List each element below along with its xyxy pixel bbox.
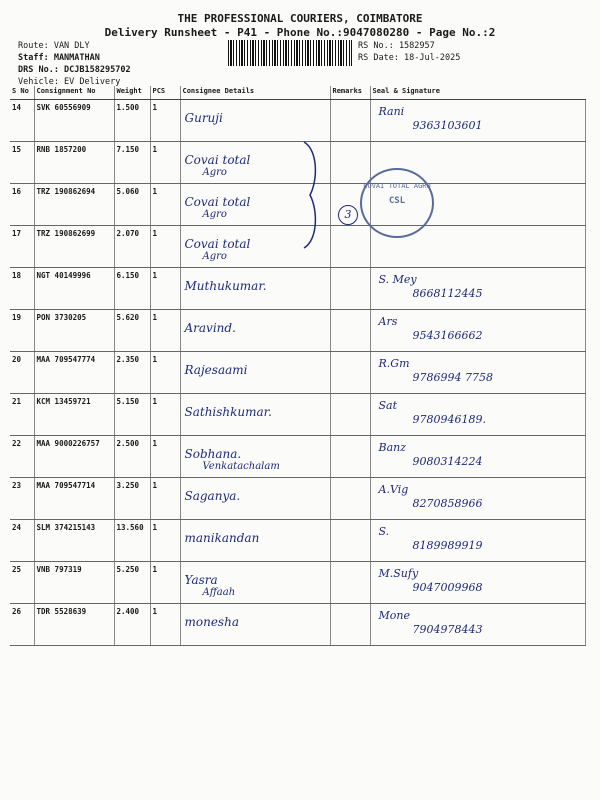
row-pcs: 1 <box>150 520 180 562</box>
row-consignment-no: TRZ 190862699 <box>34 226 114 268</box>
row-signature <box>370 604 585 646</box>
row-signature <box>370 436 585 478</box>
row-consignee <box>180 310 330 352</box>
receiver-phone: 9543166662 <box>412 329 483 342</box>
consignee-name: Covai total <box>184 195 251 209</box>
row-signature <box>370 478 585 520</box>
row-consignee <box>180 268 330 310</box>
table-row <box>10 142 585 184</box>
row-consignee <box>180 604 330 646</box>
table-row <box>10 352 585 394</box>
signature-scribble: S. Mey <box>378 273 417 286</box>
row-pcs: 1 <box>150 268 180 310</box>
consignee-name: Covai total <box>184 237 251 251</box>
row-consignment-no: MAA 709547714 <box>34 478 114 520</box>
row-consignment-no: MAA 709547774 <box>34 352 114 394</box>
signature-scribble: Rani <box>378 105 405 118</box>
receiver-phone: 8189989919 <box>412 539 483 552</box>
row-weight: 2.070 <box>114 226 150 268</box>
row-weight: 13.560 <box>114 520 150 562</box>
receiver-phone: 9363103601 <box>412 119 483 132</box>
receiver-phone: 9080314224 <box>412 455 483 468</box>
table-row <box>10 394 585 436</box>
row-consignment-no: VNB 797319 <box>34 562 114 604</box>
row-pcs: 1 <box>150 478 180 520</box>
signature-scribble: Ars <box>378 315 398 328</box>
consignee-name-line2: Venkatachalam <box>202 461 280 472</box>
row-remarks <box>330 604 370 646</box>
row-signature <box>370 520 585 562</box>
company-seal <box>360 168 434 238</box>
seal-center: CSL <box>388 196 406 206</box>
row-sno: 22 <box>10 436 34 478</box>
row-weight: 6.150 <box>114 268 150 310</box>
receiver-phone: 9047009968 <box>412 581 483 594</box>
consignee-name: Yasra <box>184 573 218 587</box>
row-remarks <box>330 268 370 310</box>
row-sno: 14 <box>10 100 34 142</box>
consignee-name: Guruji <box>184 111 223 125</box>
signature-scribble: Banz <box>378 441 407 454</box>
runsheet-subtitle: Delivery Runsheet - P41 - Phone No.:9047080280 - Page No.:2 <box>104 26 496 39</box>
route: Route: VAN DLY <box>18 41 90 51</box>
consignee-name: Saganya. <box>184 489 241 503</box>
table-row <box>10 604 585 646</box>
row-sno: 23 <box>10 478 34 520</box>
table-header-row <box>10 86 585 100</box>
row-pcs: 1 <box>150 100 180 142</box>
consignee-name-line2: Agro <box>202 167 227 178</box>
row-weight: 5.060 <box>114 184 150 226</box>
row-signature <box>370 310 585 352</box>
table-row <box>10 100 585 142</box>
row-sno: 25 <box>10 562 34 604</box>
handwritten-bracket <box>302 140 322 250</box>
meta-right <box>358 40 460 64</box>
row-weight: 5.620 <box>114 310 150 352</box>
table-row <box>10 478 585 520</box>
row-weight: 1.500 <box>114 100 150 142</box>
consignee-name: Muthukumar. <box>184 279 267 293</box>
row-consignment-no: SVK 60556909 <box>34 100 114 142</box>
table-row <box>10 520 585 562</box>
row-pcs: 1 <box>150 142 180 184</box>
row-consignee <box>180 100 330 142</box>
receiver-phone: 9786994 7758 <box>412 371 493 384</box>
row-signature <box>370 352 585 394</box>
col-pcs: PCS <box>150 86 180 100</box>
row-pcs: 1 <box>150 352 180 394</box>
consignee-name: manikandan <box>184 531 260 545</box>
row-pcs: 1 <box>150 394 180 436</box>
rs-date: RS Date: 18-Jul-2025 <box>358 53 461 63</box>
row-sno: 21 <box>10 394 34 436</box>
signature-scribble: R.Gm <box>378 357 410 370</box>
row-remarks <box>330 310 370 352</box>
signature-scribble: Mone <box>378 609 410 622</box>
table-row <box>10 310 585 352</box>
row-consignment-no: TRZ 190862694 <box>34 184 114 226</box>
consignee-name: monesha <box>184 615 239 629</box>
row-weight: 7.150 <box>114 142 150 184</box>
staff: Staff: MANMATHAN <box>18 53 100 63</box>
table-row <box>10 268 585 310</box>
row-pcs: 1 <box>150 562 180 604</box>
consignee-name: Rajesaami <box>184 363 248 377</box>
signature-scribble: S. <box>378 525 390 538</box>
circled-count: 3 <box>338 205 358 225</box>
row-consignment-no: RNB 1857200 <box>34 142 114 184</box>
row-consignee <box>180 352 330 394</box>
consignee-name-line2: Agro <box>202 209 227 220</box>
col-remarks: Remarks <box>330 86 370 100</box>
consignee-name: Aravind. <box>184 321 236 335</box>
row-pcs: 1 <box>150 226 180 268</box>
consignee-name-line2: Agro <box>202 251 227 262</box>
meta-left <box>18 40 131 88</box>
row-weight: 5.150 <box>114 394 150 436</box>
row-weight: 2.350 <box>114 352 150 394</box>
table-row <box>10 562 585 604</box>
row-consignment-no: NGT 40149996 <box>34 268 114 310</box>
col-consignment: Consignment No <box>34 86 114 100</box>
row-weight: 3.250 <box>114 478 150 520</box>
row-sno: 24 <box>10 520 34 562</box>
row-sno: 15 <box>10 142 34 184</box>
row-consignee <box>180 478 330 520</box>
row-sno: 17 <box>10 226 34 268</box>
table-row <box>10 436 585 478</box>
row-sno: 16 <box>10 184 34 226</box>
vehicle: Vehicle: EV Delivery <box>18 77 121 87</box>
col-consignee: Consignee Details <box>180 86 330 100</box>
barcode <box>228 40 352 66</box>
signature-scribble: M.Sufy <box>378 567 419 580</box>
row-signature <box>370 562 585 604</box>
runsheet-title: THE PROFESSIONAL COURIERS, COIMBATORE <box>177 12 423 25</box>
row-weight: 2.400 <box>114 604 150 646</box>
row-consignment-no: TDR 5528639 <box>34 604 114 646</box>
consignee-name: Sathishkumar. <box>184 405 272 419</box>
row-remarks <box>330 520 370 562</box>
receiver-phone: 8668112445 <box>412 287 483 300</box>
signature-scribble: A.Vig <box>378 483 409 496</box>
row-sno: 20 <box>10 352 34 394</box>
consignee-name: Sobhana. <box>184 447 242 461</box>
row-remarks <box>330 352 370 394</box>
consignee-name: Covai total <box>184 153 251 167</box>
row-sno: 19 <box>10 310 34 352</box>
col-signature: Seal & Signature <box>370 86 585 100</box>
row-pcs: 1 <box>150 184 180 226</box>
receiver-phone: 8270858966 <box>412 497 483 510</box>
row-signature <box>370 394 585 436</box>
receiver-phone: 9780946189. <box>412 413 486 426</box>
row-remarks <box>330 394 370 436</box>
rs-number: RS No.: 1582957 <box>358 41 435 51</box>
row-pcs: 1 <box>150 604 180 646</box>
row-weight: 5.250 <box>114 562 150 604</box>
row-consignee <box>180 520 330 562</box>
consignee-name-line2: Affaah <box>202 587 236 598</box>
col-sno: S No <box>10 86 34 100</box>
seal-text: COVAI TOTAL AGRO <box>363 182 431 190</box>
row-signature <box>370 268 585 310</box>
row-consignment-no: KCM 13459721 <box>34 394 114 436</box>
table-row <box>10 226 585 268</box>
drs-number: DRS No.: DCJB158295702 <box>18 65 131 75</box>
row-sno: 18 <box>10 268 34 310</box>
receiver-phone: 7904978443 <box>412 623 483 636</box>
row-weight: 2.500 <box>114 436 150 478</box>
row-consignment-no: MAA 9000226757 <box>34 436 114 478</box>
row-consignment-no: PON 3730205 <box>34 310 114 352</box>
row-sno: 26 <box>10 604 34 646</box>
table-row <box>10 184 585 226</box>
row-consignee <box>180 562 330 604</box>
runsheet-table <box>10 86 586 646</box>
row-consignee <box>180 436 330 478</box>
row-pcs: 1 <box>150 436 180 478</box>
signature-scribble: Sat <box>378 399 398 412</box>
row-consignee <box>180 394 330 436</box>
row-consignment-no: SLM 374215143 <box>34 520 114 562</box>
row-remarks <box>330 100 370 142</box>
col-weight: Weight <box>114 86 150 100</box>
row-signature <box>370 100 585 142</box>
row-remarks <box>330 478 370 520</box>
row-pcs: 1 <box>150 310 180 352</box>
